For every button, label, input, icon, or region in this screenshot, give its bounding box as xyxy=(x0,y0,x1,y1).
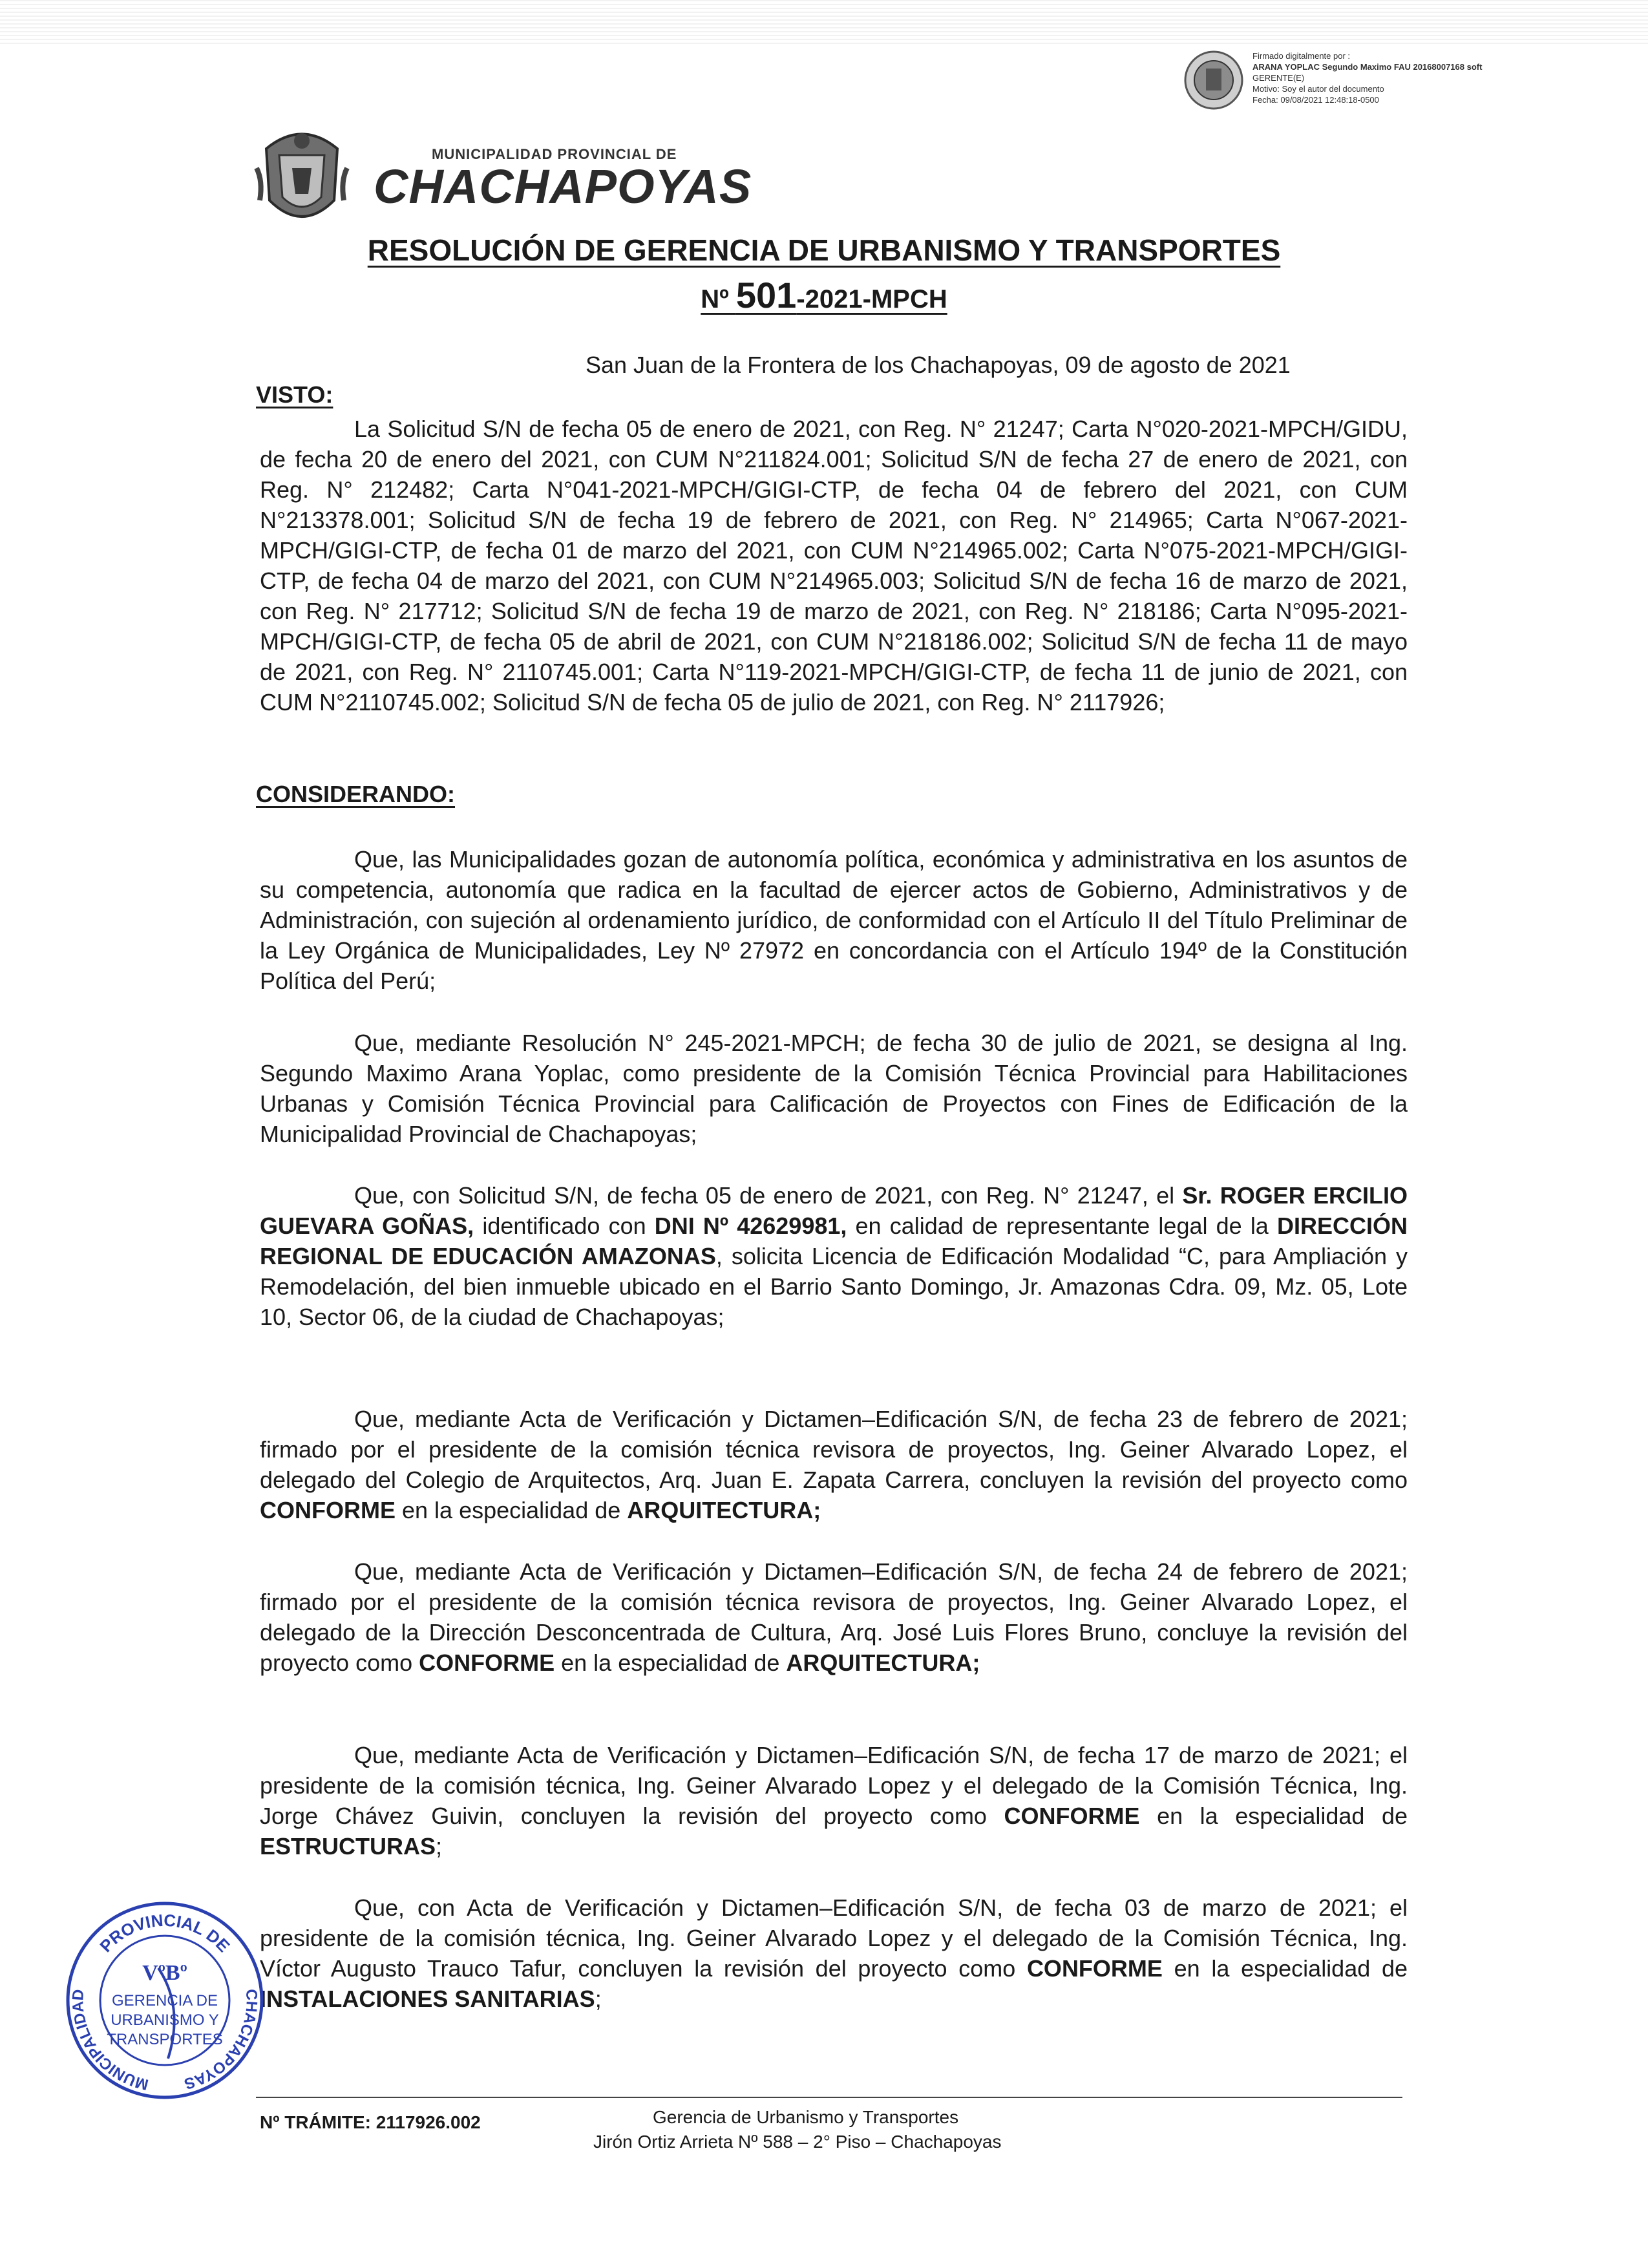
city-name: CHACHAPOYAS xyxy=(374,160,752,213)
stamp-vb: VºBº xyxy=(142,1961,187,1985)
p7-text: ; xyxy=(595,1986,602,2012)
municipality-label: MUNICIPALIDAD PROVINCIAL DE xyxy=(432,146,677,162)
p7-text: en la especialidad de xyxy=(1162,1955,1408,1982)
number-value: 501 xyxy=(735,275,797,315)
p4-specialty: ARQUITECTURA; xyxy=(627,1497,821,1523)
considerando-paragraph-6 xyxy=(260,1740,1408,1861)
p6-text: Que, mediante Acta de Verificación y Dictamen–Edificación S/N, de fecha 17 de marzo de 2021; el presidente de la comisión técnica, Ing. Geiner Alvarado Lopez y el delegado de la Comisión Técnica, Ing. Jorge Chávez Guivin, concluyen la revisión del proyecto como xyxy=(260,1742,1408,1829)
considerando-paragraph-2: Que, mediante Resolución N° 245-2021-MPCH; de fecha 30 de julio de 2021, se designa al Ing. Segundo Maximo Arana Yoplac, como presidente de la Comisión Técnica Provincial para Habilitaciones Urbanas y Comisión Técnica Provincial para Calificación de Proyectos con Fines de Edificación de la Municipalidad Provincial de Chachapoyas; xyxy=(260,1030,1408,1147)
signature-line: Firmado digitalmente por : xyxy=(1252,51,1351,61)
stamp-line-2: URBANISMO Y xyxy=(111,2011,219,2029)
p5-text: Que, mediante Acta de Verificación y Dictamen–Edificación S/N, de fecha 24 de febrero de 2021; firmado por el presidente de la comisión técnica revisora de proyectos, Ing. Geiner Alvarado Lopez, el delegado de la Dirección Desconcentrada de Cultura, Arq. José Luis Flores Bruno, concluye la revisión del proyecto como xyxy=(260,1558,1408,1676)
considerando-paragraph-7 xyxy=(260,1892,1408,2014)
p5-specialty: ARQUITECTURA; xyxy=(786,1649,980,1676)
approval-stamp xyxy=(61,1897,268,2104)
resolution-number xyxy=(0,274,1648,316)
municipal-coat-of-arms-icon xyxy=(253,123,350,233)
signature-reason: Motivo: Soy el autor del documento xyxy=(1252,84,1384,94)
visto-heading: VISTO: xyxy=(256,381,333,408)
p7-text: Que, con Acta de Verificación y Dictamen–Edificación S/N, de fecha 03 de marzo de 2021; el presidente de la comisión técnica, Ing. Geiner Alvarado Lopez y el delegado de la Comisión Técnica, Ing. Víctor Augusto Trauco Tafur, concluyen la revisión del proyecto como xyxy=(260,1894,1408,1982)
digital-signature xyxy=(1183,47,1545,118)
footer-office: Gerencia de Urbanismo y Transportes xyxy=(653,2107,959,2127)
number-suffix: -2021-MPCH xyxy=(796,285,947,313)
stamp-line-1: GERENCIA DE xyxy=(111,1992,218,2009)
footer-divider xyxy=(256,2097,1402,2098)
signature-signer: ARANA YOPLAC Segundo Maximo FAU 20168007168 soft xyxy=(1252,62,1483,72)
p7-status: CONFORME xyxy=(1026,1955,1163,1982)
p3-dni: DNI Nº 42629981, xyxy=(654,1213,847,1239)
scan-artifact-band xyxy=(0,0,1648,45)
p7-specialty: INSTALACIONES SANITARIAS xyxy=(260,1986,595,2012)
stamp-ring-top: PROVINCIAL DE xyxy=(96,1910,234,1956)
p3-institution: DIRECCIÓN REGIONAL DE EDUCACIÓN AMAZONAS xyxy=(260,1213,1408,1269)
p3-text: , solicita Licencia de Edificación Modalidad “C, para Ampliación y Remodelación, del bien inmueble ubicado en el Barrio Santo Domingo, Jr. Amazonas Cdra. 09, Mz. 05, Lote 10, Sector 06, de la ciudad de Chachapoyas; xyxy=(260,1243,1408,1330)
stamp-line-3: TRANSPORTES xyxy=(107,2031,223,2048)
signature-seal-icon xyxy=(1183,49,1245,111)
footer-address: Jirón Ortiz Arrieta Nº 588 – 2° Piso – Chachapoyas xyxy=(593,2132,1002,2152)
p5-status: CONFORME xyxy=(419,1649,555,1676)
p3-text: Que, con Solicitud S/N, de fecha 05 de enero de 2021, con Reg. N° 21247, el xyxy=(354,1182,1183,1209)
considerando-paragraph-4 xyxy=(260,1404,1408,1525)
p3-text: en calidad de representante legal de la xyxy=(847,1213,1277,1239)
date-line: San Juan de la Frontera de los Chachapoyas, 09 de agosto de 2021 xyxy=(586,352,1291,378)
tramite-number: Nº TRÁMITE: 2117926.002 xyxy=(260,2112,481,2132)
p4-text: Que, mediante Acta de Verificación y Dictamen–Edificación S/N, de fecha 23 de febrero de 2021; firmado por el presidente de la comisión técnica revisora de proyectos, Ing. Geiner Alvarado Lopez, el delegado del Colegio de Arquitectos, Arq. Juan E. Zapata Carrera, concluyen la revisión del proyecto como xyxy=(260,1406,1408,1493)
p4-status: CONFORME xyxy=(260,1497,396,1523)
p5-text: en la especialidad de xyxy=(555,1649,787,1676)
p3-text: identificado con xyxy=(474,1213,655,1239)
p6-specialty: ESTRUCTURAS xyxy=(260,1833,436,1860)
considerando-heading: CONSIDERANDO: xyxy=(256,781,456,807)
considerando-paragraph-1: Que, las Municipalidades gozan de autonomía política, económica y administrativa en los asuntos de su competencia, autonomía que radica en la facultad de ejercer actos de Gobierno, Administrativos y de Administración, con sujeción al ordenamiento jurídico, de conformidad con el Artículo II del Título Preliminar de la Ley Orgánica de Municipalidades, Ley Nº 27972 en concordancia con el Artículo 194º de la Constitución Política del Perú; xyxy=(260,846,1408,994)
considerando-paragraph-5 xyxy=(260,1556,1408,1678)
number-prefix: Nº xyxy=(701,285,736,313)
stamp-ring-left: MUNICIPALIDAD xyxy=(69,1988,151,2093)
p6-status: CONFORME xyxy=(1004,1803,1140,1829)
signature-role: GERENTE(E) xyxy=(1252,73,1305,83)
p3-applicant: Sr. ROGER ERCILIO GUEVARA GOÑAS, xyxy=(260,1182,1408,1239)
stamp-ring-right: CHACHAPOYAS xyxy=(182,1988,260,2093)
p4-text: en la especialidad de xyxy=(396,1497,628,1523)
p6-text: en la especialidad de xyxy=(1139,1803,1408,1829)
considerando-paragraph-3 xyxy=(260,1180,1408,1332)
document-title: RESOLUCIÓN DE GERENCIA DE URBANISMO Y TRANSPORTES xyxy=(367,233,1281,267)
p6-text: ; xyxy=(436,1833,443,1860)
visto-text: La Solicitud S/N de fecha 05 de enero de 2021, con Reg. N° 21247; Carta N°020-2021-MPCH/GIDU, de fecha 20 de enero del 2021, con CUM N°211824.001; Solicitud S/N de fecha 27 de enero de 2021, con Reg. N° 212482; Carta N°041-2021-MPCH/GIGI-CTP, de fecha 04 de febrero del 2021, con CUM N°213378.001; Solicitud S/N de fecha 19 de febrero de 2021, con Reg. N° 214965; Carta N°067-2021-MPCH/GIGI-CTP, de fecha 01 de marzo del 2021, con CUM N°214965.002; Carta N°075-2021-MPCH/GIGI-CTP, de fecha 04 de marzo del 2021, con CUM N°214965.003; Solicitud S/N de fecha 16 de marzo de 2021, con Reg. N° 217712; Solicitud S/N de fecha 19 de marzo de 2021, con Reg. N° 218186; Carta N°095-2021-MPCH/GIGI-CTP, de fecha 05 de abril de 2021, con CUM N°218186.002; Solicitud S/N de fecha 11 de mayo de 2021, con Reg. N° 2110745.001; Carta N°119-2021-MPCH/GIGI-CTP, de fecha 11 de junio de 2021, con CUM N°2110745.002; Solicitud S/N de fecha 05 de julio de 2021, con Reg. N° 2117926; xyxy=(260,416,1408,715)
signature-date: Fecha: 09/08/2021 12:48:18-0500 xyxy=(1252,95,1379,105)
